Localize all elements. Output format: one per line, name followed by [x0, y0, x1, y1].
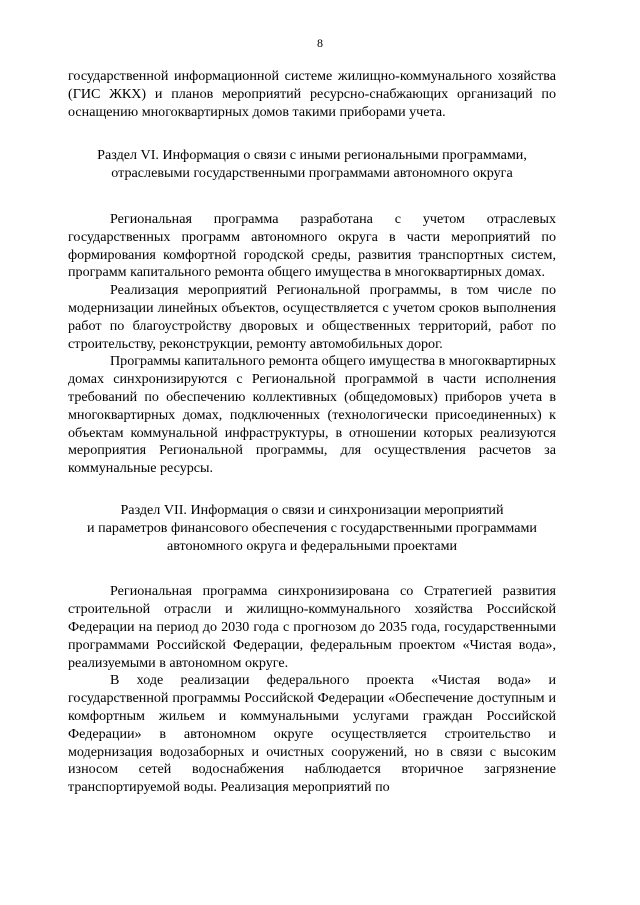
section-6-title — [68, 147, 556, 183]
section-6-paragraph-2: Реализация мероприятий Региональной программы, в том числе по модернизации линейных объектов, осуществляется с учетом сроков выполнения работ по благоустройству дворовых и общественных территорий, работ по строительству, реконструкции, ремонту автомобильных дорог. — [68, 282, 556, 352]
section-6-paragraph-1: Региональная программа разработана с учетом отраслевых государственных программ автономного округа в части мероприятий по формирования комфортной городской среды, развития транспортных систем, программ капитального ремонта общего имущества в многоквартирных домах. — [68, 210, 556, 281]
section-7-title — [68, 502, 556, 555]
section-7-paragraph-1: Региональная программа синхронизирована со Стратегией развития строительной отрасли и жилищно-коммунального хозяйства Российской Федерации на период до 2030 года с прогнозом до 2035 года, государственными программами Российской Федерации, федеральным проектом «Чистая вода», реализуемыми в автономном округе. — [68, 583, 556, 671]
page-number: 8 — [317, 36, 323, 50]
section-7-paragraph-2: В ходе реализации федерального проекта «Чистая вода» и государственной программы Российской Федерации «Обеспечение доступным и комфортным жильем и коммунальными услугами граждан Российской Федерации» в автономном округе осуществляется строительство и модернизация водозаборных и очистных сооружений, но в связи с высоким износом сетей водоснабжения наблюдается вторичное загрязнение транспортируемой воды. Реализация мероприятий по — [68, 672, 556, 796]
section-7-title-line-3: автономного округа и федеральными проектами — [166, 537, 458, 554]
page-content — [68, 68, 556, 797]
section-6-paragraph-3: Программы капитального ремонта общего имущества в многоквартирных домах синхронизируются с Региональной программой в части исполнения требований по обеспечению коллективных (общедомовых) приборов учета в многоквартирных домах, подключенных (технологически присоединенных) к объектам коммунальной инфраструктуры, в отношении которых реализуются мероприятия Региональной программы, для осуществления расчетов за коммунальные ресурсы. — [68, 353, 557, 477]
section-6-title-line-1: Раздел VI. Информация о связи с иными региональными программами, — [97, 147, 527, 164]
section-7-title-line-2: и параметров финансового обеспечения с государственными программами — [87, 519, 537, 536]
section-6-title-line-2: отраслевыми государственными программами автономного округа — [111, 165, 513, 182]
section-7-title-line-1: Раздел VII. Информация о связи и синхронизации мероприятий — [120, 501, 504, 518]
intro-paragraph: государственной информационной системе жилищно-коммунального хозяйства (ГИС ЖКХ) и планов мероприятий ресурсно-снабжающих организаций по оснащению многоквартирных домов такими приборами учета. — [68, 68, 556, 120]
